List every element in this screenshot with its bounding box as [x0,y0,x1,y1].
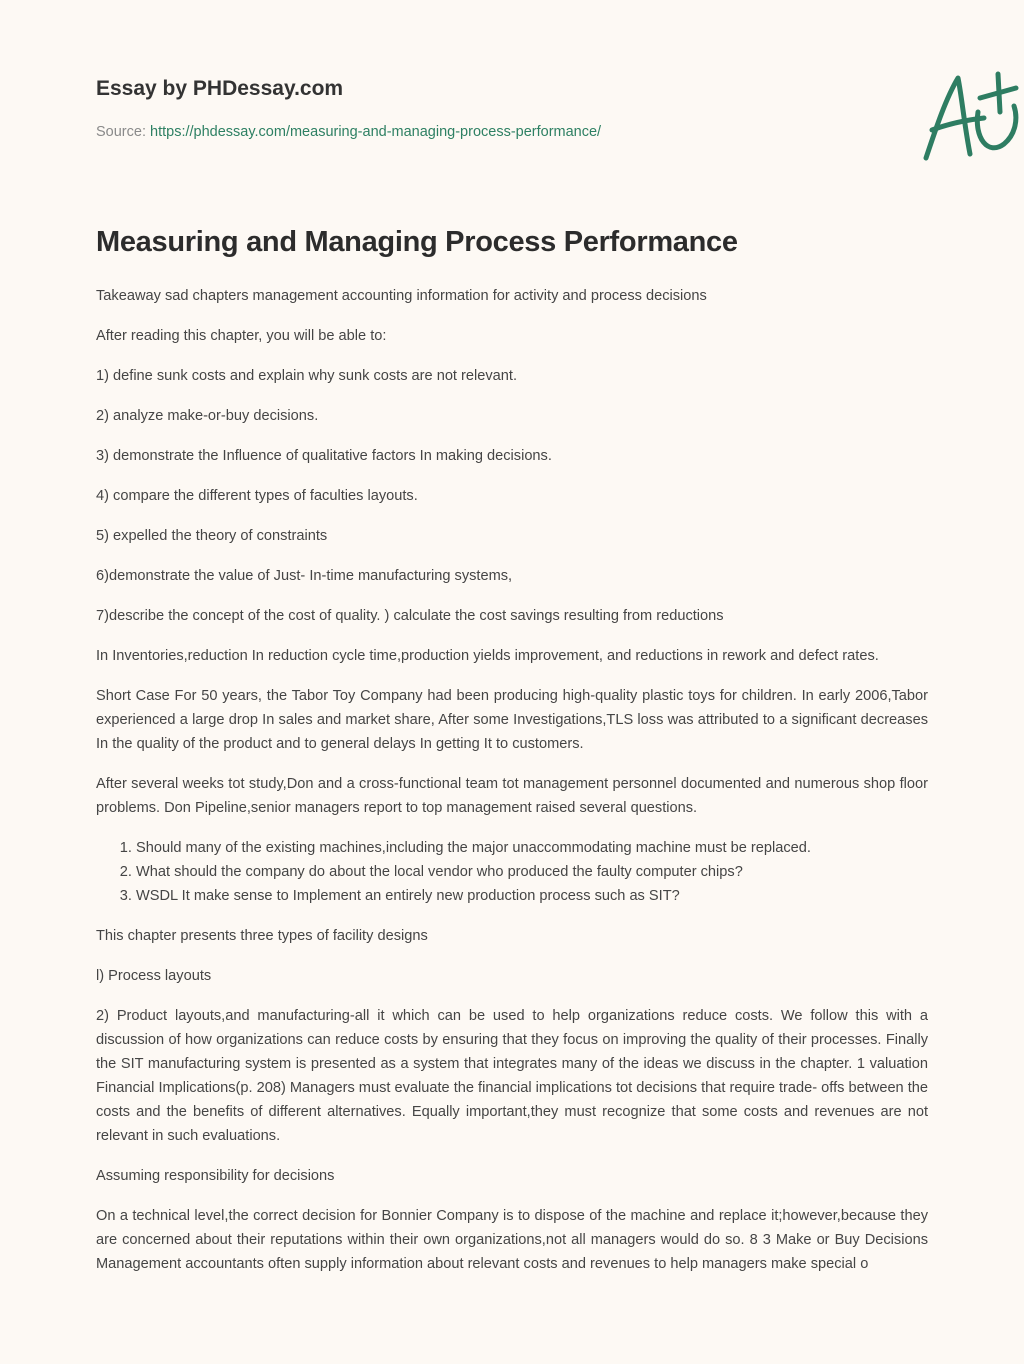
list-item: 2. What should the company do about the local vendor who produced the faulty computer chips? [136,860,928,884]
paragraph: 2) analyze make-or-buy decisions. [96,408,319,424]
paragraph: Takeaway sad chapters management accounting information for activity and process decisions [96,288,707,304]
essay-body [96,284,928,1292]
essay-title: Measuring and Managing Process Performance [96,226,738,258]
paragraph: 6)demonstrate the value of Just- In-time manufacturing systems, [96,568,513,584]
paragraph: 4) compare the different types of faculties layouts. [96,488,418,504]
questions-list [96,836,928,908]
site-brand: Essay by PHDessay.com [96,77,344,100]
paragraph: Short Case For 50 years, the Tabor Toy Company had been producing high-quality plastic toys for children. In early 2006,Tabor experienced a large drop In sales and market share, After some Investigations,TLS loss was attributed to a significant decreases In the quality of the product and to general delays In getting It to customers. [96,688,928,752]
source-line [96,124,601,140]
paragraph: Assuming responsibility for decisions [96,1168,335,1184]
paragraph: After several weeks tot study,Don and a cross-functional team tot management personnel documented and numerous shop floor problems. Don Pipeline,senior managers report to top management raised several questions. [96,776,928,816]
paragraph: 5) expelled the theory of constraints [96,528,328,544]
source-link[interactable]: https://phdessay.com/measuring-and-managing-process-performance/ [150,124,602,140]
source-label: Source: [96,124,146,140]
paragraph: In Inventories,reduction In reduction cycle time,production yields improvement, and reductions in rework and defect rates. [96,648,879,664]
list-item: 1. Should many of the existing machines,including the major unaccommodating machine must be replaced. [136,836,928,860]
paragraph: After reading this chapter, you will be able to: [96,328,387,344]
paragraph: 1) define sunk costs and explain why sunk costs are not relevant. [96,368,518,384]
paragraph: On a technical level,the correct decision for Bonnier Company is to dispose of the machine and replace it;however,because they are concerned about their reputations within their own organizations,not all managers would do so. 8 3 Make or Buy Decisions Management accountants often supply information about relevant costs and revenues to help managers make special o [96,1208,928,1272]
a-plus-logo-icon [918,68,1024,164]
paragraph: 3) demonstrate the Influence of qualitative factors In making decisions. [96,448,552,464]
paragraph: This chapter presents three types of facility designs [96,928,428,944]
paragraph: l) Process layouts [96,968,212,984]
paragraph: 2) Product layouts,and manufacturing-all it which can be used to help organizations reduce costs. We follow this with a discussion of how organizations can reduce costs by ensuring that they focus on improving the quality of their processes. Finally the SIT manufacturing system is presented as a system that integrates many of the ideas we discuss in the chapter. 1 valuation Financial Implications(p. 208) Managers must evaluate the financial implications tot decisions that require trade- offs between the costs and the benefits of different alternatives. Equally important,they must recognize that some costs and revenues are not relevant in such evaluations. [96,1008,929,1144]
paragraph: 7)describe the concept of the cost of quality. ) calculate the cost savings resulting from reductions [96,608,724,624]
list-item: 3. WSDL It make sense to Implement an entirely new production process such as SIT? [136,884,928,908]
